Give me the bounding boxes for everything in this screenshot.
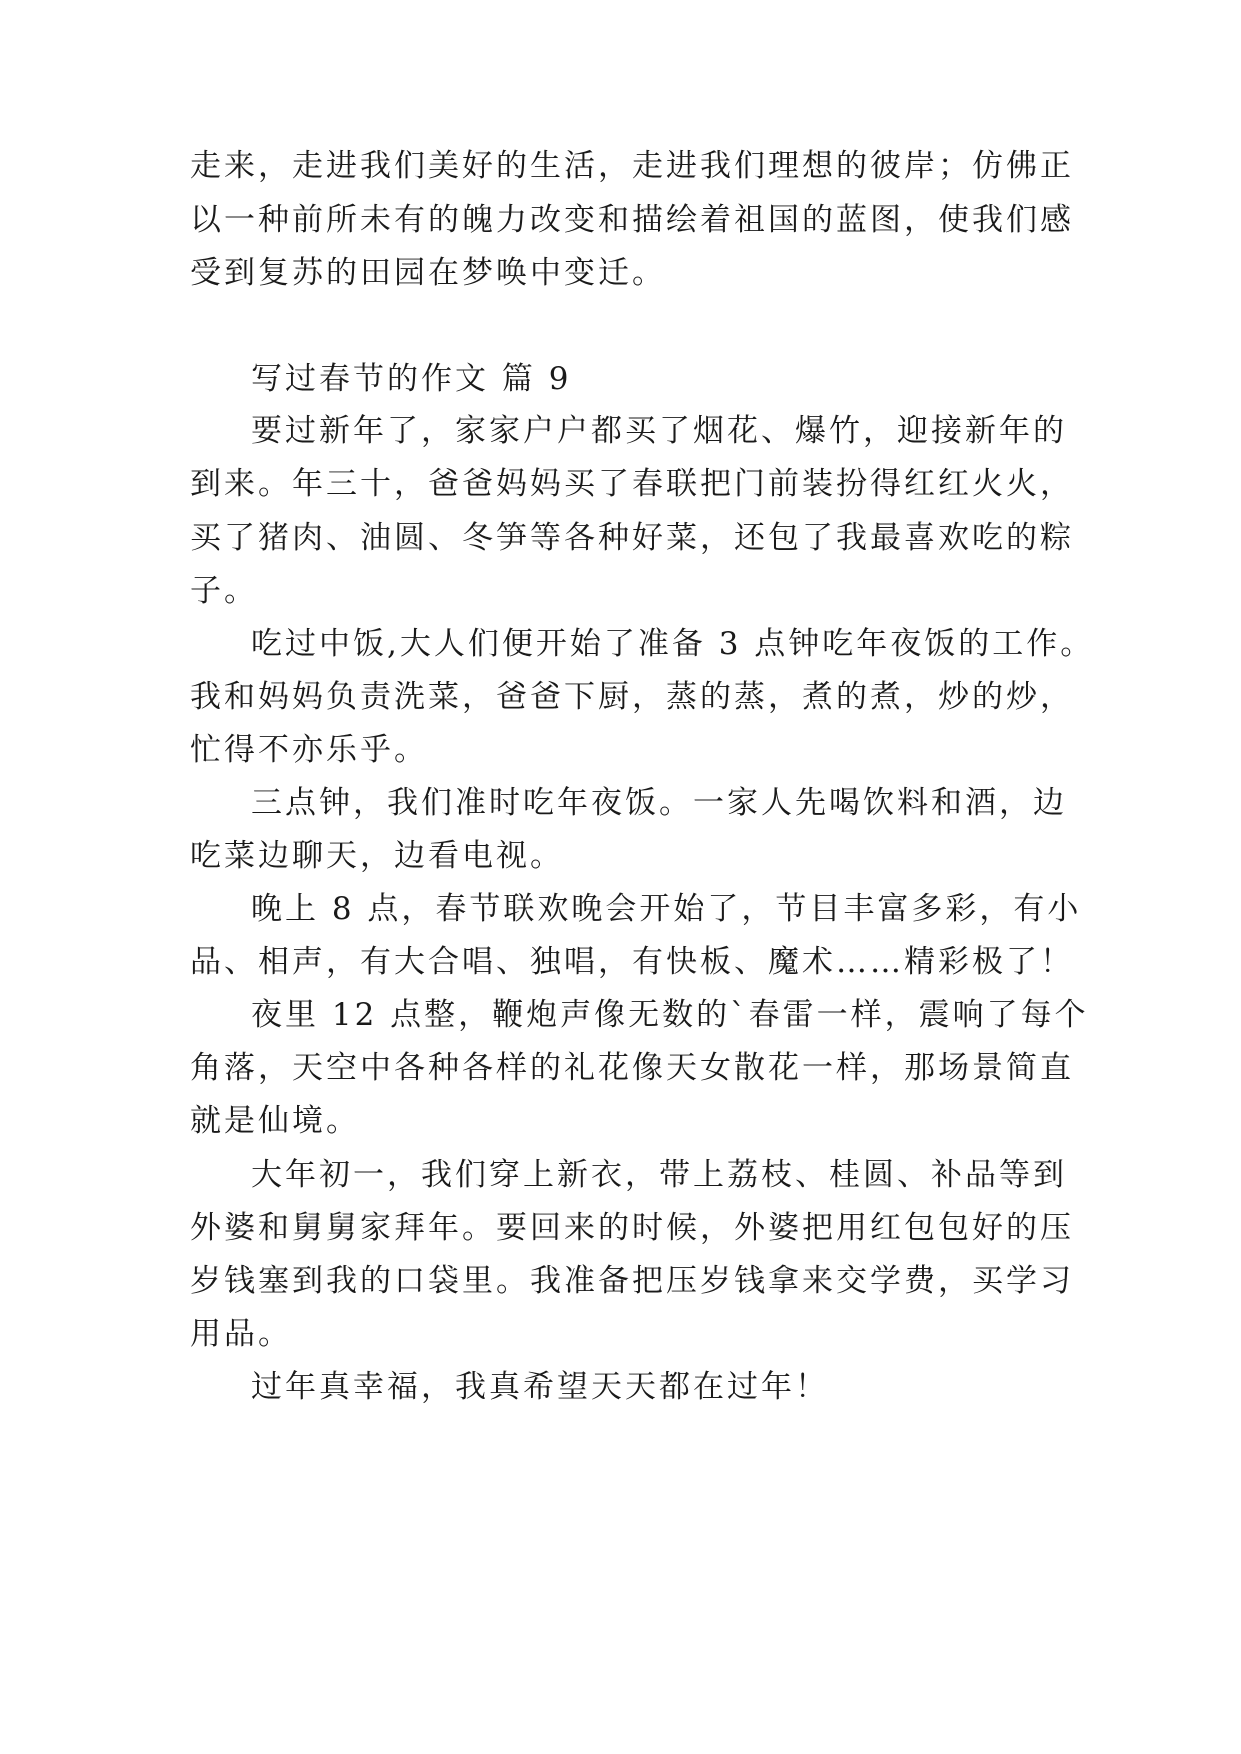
text-line: 三点钟，我们准时吃年夜饭。一家人先喝饮料和酒，边 xyxy=(251,785,1067,821)
text-line: 忙得不亦乐乎。 xyxy=(190,732,428,768)
text-line: 晚上 8 点，春节联欢晚会开始了，节目丰富多彩，有小 xyxy=(251,891,1082,927)
text-line: 角落，天空中各种各样的礼花像天女散花一样，那场景简直 xyxy=(190,1050,1074,1086)
text-line: 岁钱塞到我的口袋里。我准备把压岁钱拿来交学费，买学习 xyxy=(190,1263,1074,1299)
text-line: 到来。年三十，爸爸妈妈买了春联把门前装扮得红红火火， xyxy=(190,466,1074,502)
text-line: 外婆和舅舅家拜年。要回来的时候，外婆把用红包包好的压 xyxy=(190,1210,1074,1246)
text-line: 大年初一，我们穿上新衣，带上荔枝、桂圆、补品等到 xyxy=(251,1157,1067,1193)
text-line: 以一种前所未有的魄力改变和描绘着祖国的蓝图，使我们感 xyxy=(190,202,1074,238)
text-line: 夜里 12 点整，鞭炮声像无数的`春雷一样，震响了每个 xyxy=(251,997,1089,1033)
text-line: 过年真幸福，我真希望天天都在过年！ xyxy=(251,1369,829,1405)
text-line: 受到复苏的田园在梦唤中变迁。 xyxy=(190,255,666,291)
text-line: 吃菜边聊天，边看电视。 xyxy=(190,838,564,874)
text-line: 要过新年了，家家户户都买了烟花、爆竹，迎接新年的 xyxy=(251,413,1067,449)
text-line: 吃过中饭,大人们便开始了准备 3 点钟吃年夜饭的工作。 xyxy=(251,626,1095,662)
section-heading: 写过春节的作文 篇 9 xyxy=(251,361,572,397)
text-line: 子。 xyxy=(190,573,258,609)
text-line: 走来，走进我们美好的生活，走进我们理想的彼岸；仿佛正 xyxy=(190,148,1074,184)
text-line: 买了猪肉、油圆、冬笋等各种好菜，还包了我最喜欢吃的粽 xyxy=(190,520,1074,556)
text-line: 就是仙境。 xyxy=(190,1103,360,1139)
text-line: 用品。 xyxy=(190,1316,292,1352)
text-line: 品、相声，有大合唱、独唱，有快板、魔术……精彩极了！ xyxy=(190,944,1074,980)
text-line: 我和妈妈负责洗菜，爸爸下厨，蒸的蒸，煮的煮，炒的炒， xyxy=(190,679,1074,715)
